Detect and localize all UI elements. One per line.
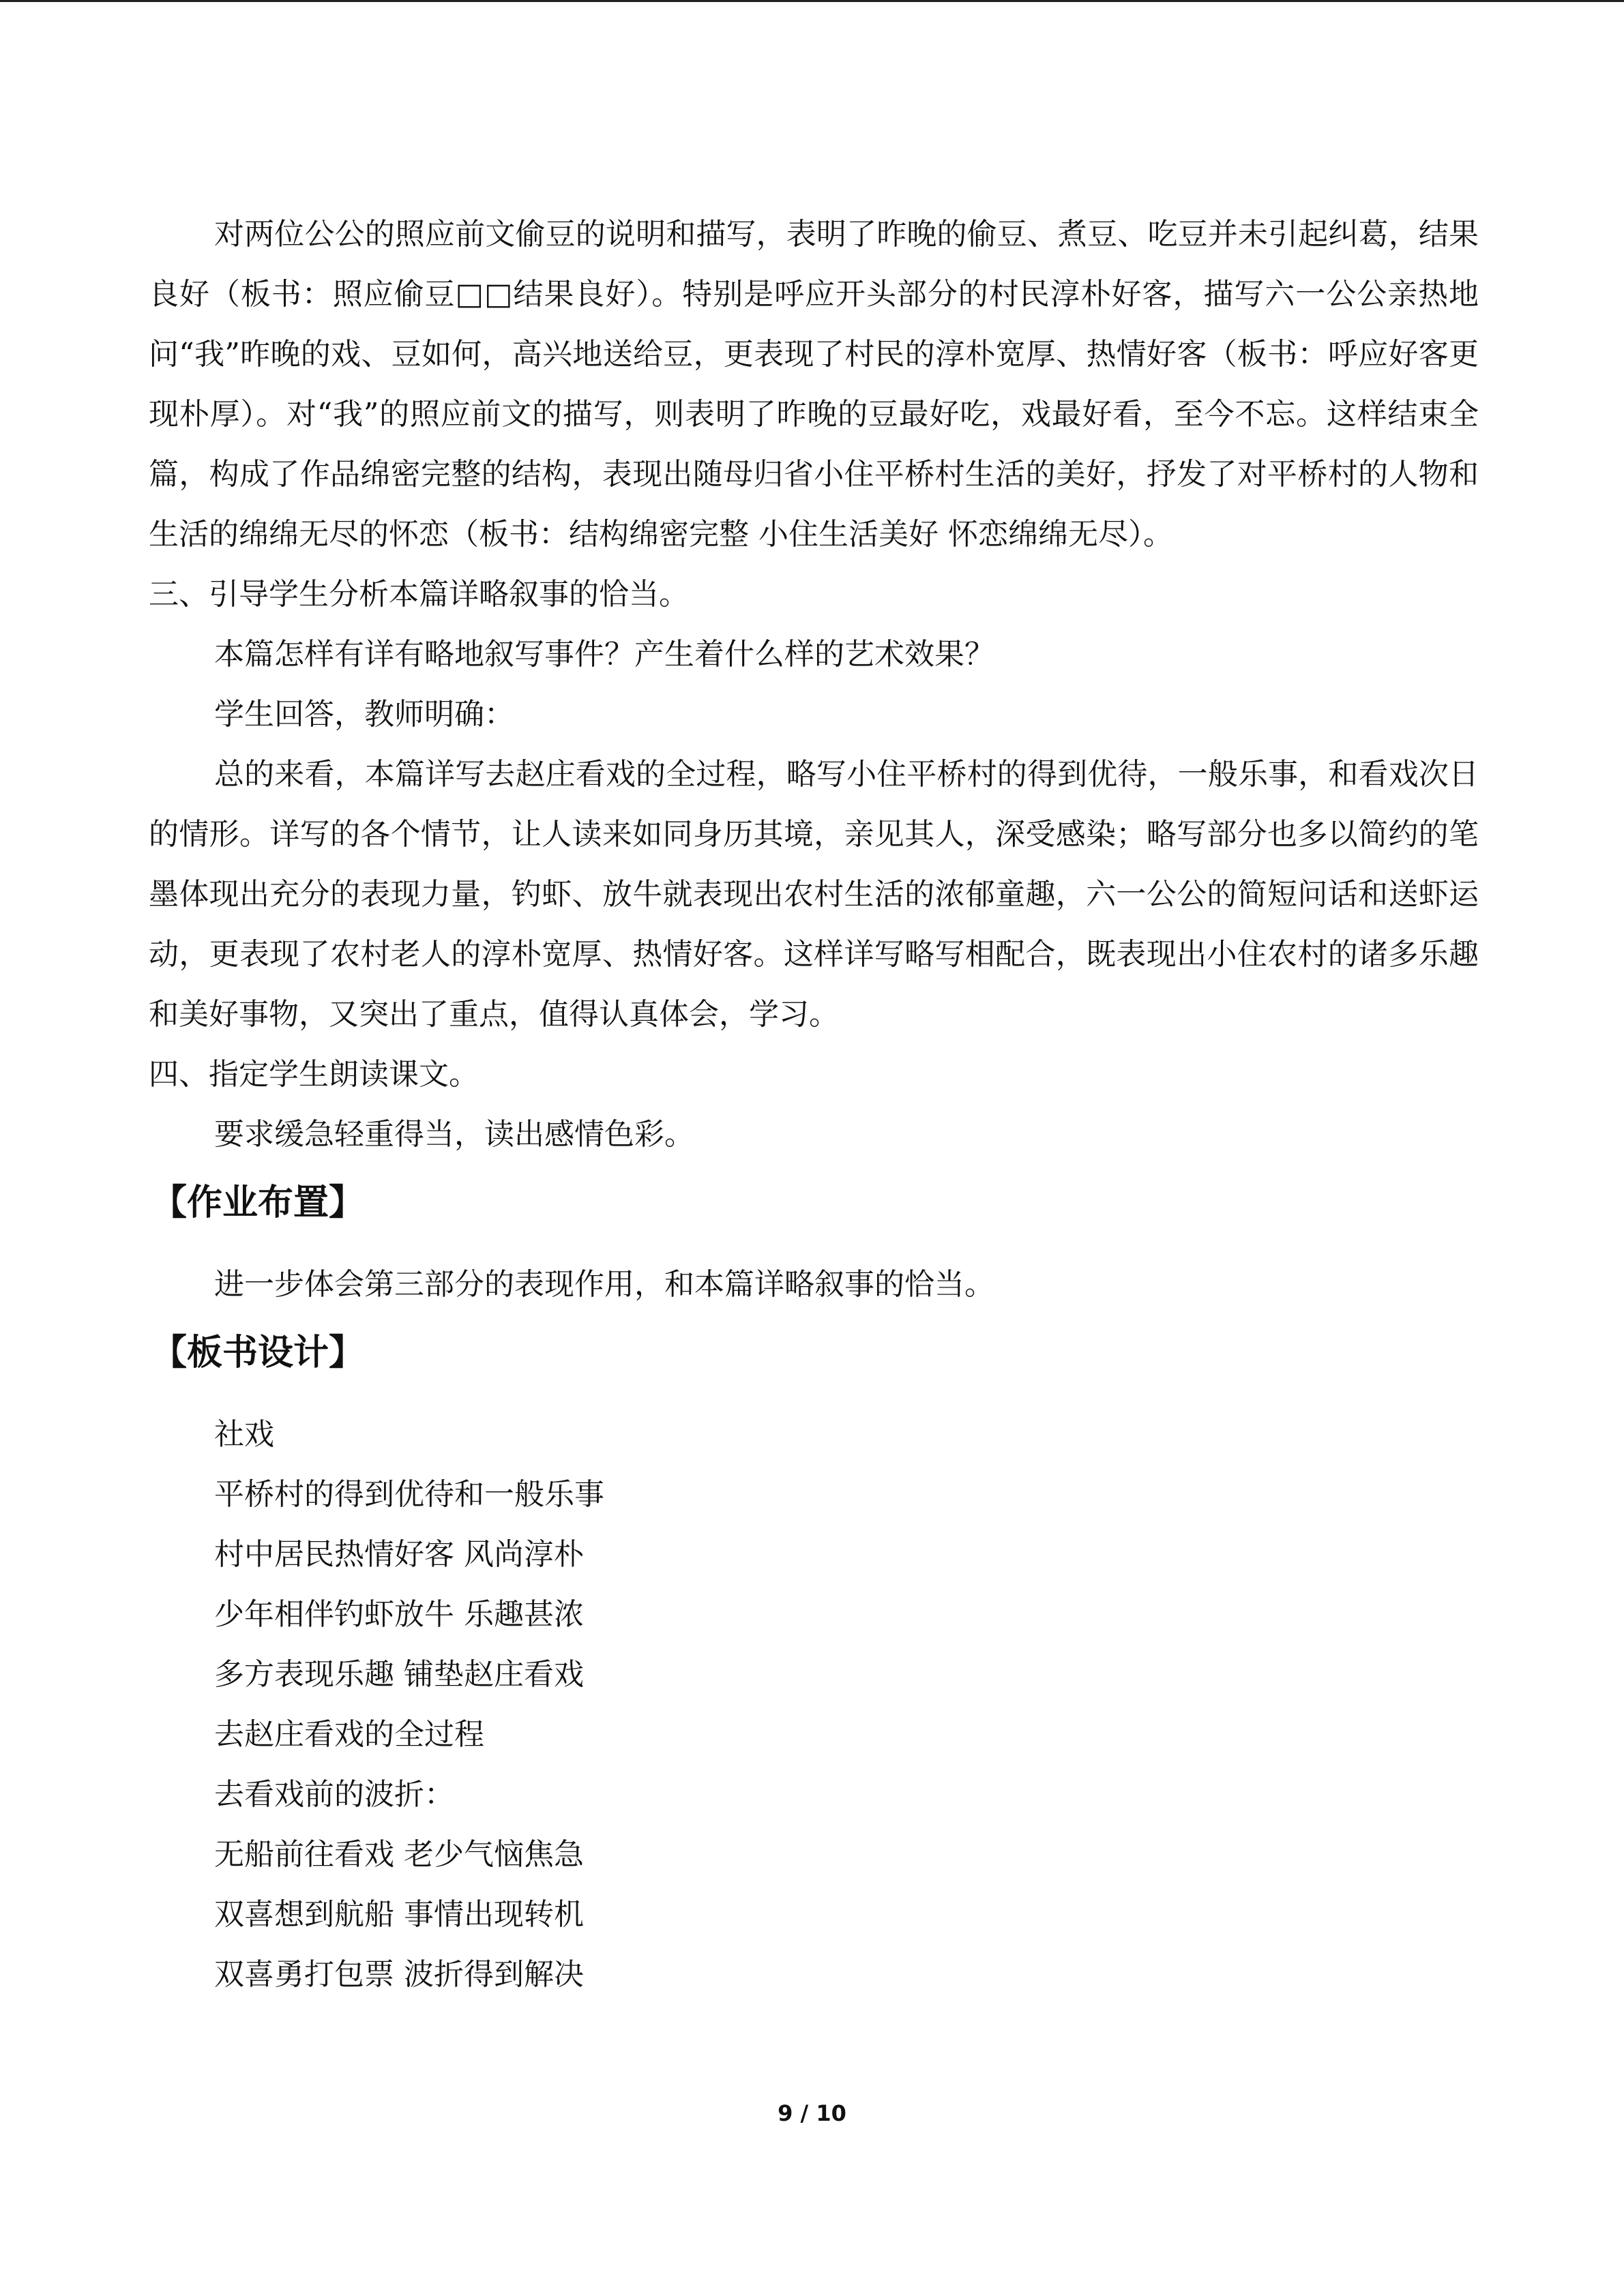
board-line: 村中居民热情好客 风尚淳朴 — [214, 1537, 584, 1572]
step-4-requirement: 要求缓急轻重得当，读出感情色彩。 — [214, 1117, 694, 1152]
board-line: 无船前往看戏 老少气恼焦急 — [214, 1837, 584, 1872]
top-border-line — [0, 0, 1624, 2]
board-line: 双喜想到航船 事情出现转机 — [214, 1897, 584, 1932]
homework-title: 【作业布置】 — [151, 1182, 365, 1223]
homework-text: 进一步体会第三部分的表现作用，和本篇详略叙事的恰当。 — [214, 1267, 994, 1302]
board-design-list — [149, 1405, 1479, 2005]
board-line: 多方表现乐趣 铺垫赵庄看戏 — [214, 1657, 584, 1692]
board-line: 平桥村的得到优待和一般乐事 — [214, 1477, 604, 1512]
document-body — [149, 205, 1479, 2005]
board-line: 少年相伴钓虾放牛 乐趣甚浓 — [214, 1597, 584, 1632]
paragraph-echo-analysis: 对两位公公的照应前文偷豆的说明和描写，表明了昨晚的偷豆、煮豆、吃豆并未引起纠葛，结果良好（板书：照应偷豆□□结果良好）。特别是呼应开头部分的村民淳朴好客，描写六一公公亲热地问“我”昨晚的戏、豆如何，高兴地送给豆，更表现了村民的淳朴宽厚、热情好客（板书：呼应好客更现朴厚）。对“我”的照应前文的描写，则表明了昨晚的豆最好吃，戏最好看，至今不忘。这样结束全篇，构成了作品绵密完整的结构，表现出随母归省小住平桥村生活的美好，抒发了对平桥村的人物和生活的绵绵无尽的怀恋（板书：结构绵密完整 小住生活美好 怀恋绵绵无尽）。 — [149, 217, 1479, 552]
board-line: 社戏 — [214, 1417, 274, 1452]
board-design-title: 【板书设计】 — [151, 1332, 365, 1373]
step-3-answer-intro: 学生回答，教师明确： — [214, 697, 514, 732]
board-line: 去看戏前的波折： — [214, 1777, 454, 1812]
page-number: 9 / 10 — [778, 2100, 846, 2126]
step-3-question: 本篇怎样有详有略地叙写事件？产生着什么样的艺术效果？ — [214, 637, 994, 672]
board-line: 去赵庄看戏的全过程 — [214, 1717, 484, 1752]
step-3-answer: 总的来看，本篇详写去赵庄看戏的全过程，略写小住平桥村的得到优待，一般乐事，和看戏次日的情形。详写的各个情节，让人读来如同身历其境，亲见其人，深受感染；略写部分也多以简约的笔墨体现出充分的表现力量，钓虾、放牛就表现出农村生活的浓郁童趣，六一公公的简短问话和送虾运动，更表现了农村老人的淳朴宽厚、热情好客。这样详写略写相配合，既表现出小住农村的诸多乐趣和美好事物，又突出了重点，值得认真体会，学习。 — [149, 757, 1479, 1032]
step-4-heading: 四、指定学生朗读课文。 — [149, 1057, 479, 1092]
step-3-heading: 三、引导学生分析本篇详略叙事的恰当。 — [149, 577, 689, 612]
board-line: 双喜勇打包票 波折得到解决 — [214, 1957, 584, 1992]
